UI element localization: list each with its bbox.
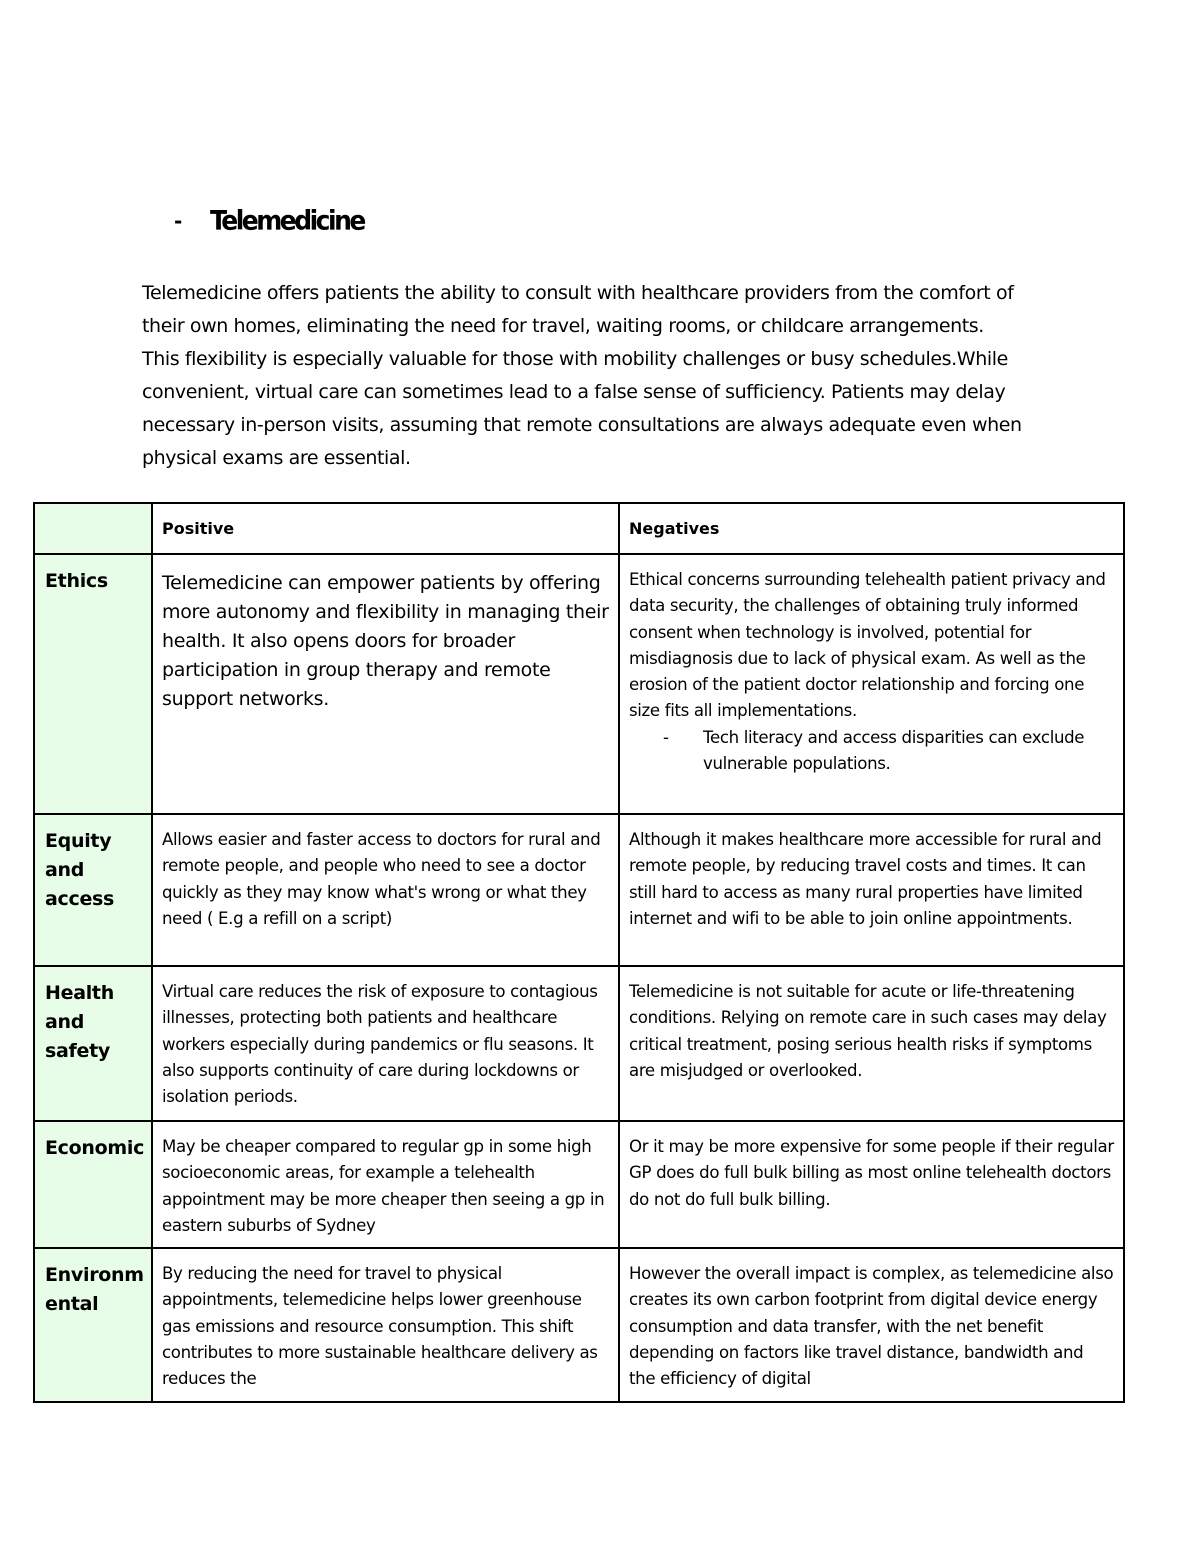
bullet-dash: - bbox=[663, 727, 669, 747]
header-negatives: Negatives bbox=[619, 503, 1124, 554]
comparison-table bbox=[33, 502, 1125, 1403]
positive-cell bbox=[152, 1248, 619, 1402]
intro-paragraph: Telemedicine offers patients the ability to consult with healthcare providers from the comfort of their own homes, eliminating the need for travel, waiting rooms, or childcare arrangements. This flexibility is especially valuable for those with mobility challenges or busy schedules.While convenient, virtual care can sometimes lead to a false sense of sufficiency. Patients may delay necessary in-person visits, assuming that remote consultations are always adequate even when physical exams are essential. bbox=[142, 282, 1022, 469]
row-label-ethics: Ethics bbox=[34, 554, 152, 814]
positive-text: By reducing the need for travel to physical appointments, telemedicine helps lower greenhouse gas emissions and resource consumption. This shift contributes to more sustainable healthcare delivery as reduces the bbox=[162, 1264, 598, 1389]
negative-text: Although it makes healthcare more accessible for rural and remote people, by reducing travel costs and times. It can still hard to access as many rural properties have limited internet and wifi to be able to join online appointments. bbox=[629, 830, 1102, 928]
negative-text: Telemedicine is not suitable for acute or life-threatening conditions. Relying on remote care in such cases may delay critical treatment, posing serious health risks if symptoms are misjudged or overlooked. bbox=[629, 982, 1107, 1080]
table-row bbox=[34, 814, 1124, 966]
row-label-equity: Equity and access bbox=[34, 814, 152, 966]
positive-text: May be cheaper compared to regular gp in some high socioeconomic areas, for example a telehealth appointment may be more cheaper then seeing a gp in eastern suburbs of Sydney bbox=[162, 1137, 605, 1235]
negative-cell bbox=[619, 966, 1124, 1121]
positive-cell bbox=[152, 554, 619, 814]
negative-text-block bbox=[620, 555, 1123, 785]
positive-text: Telemedicine can empower patients by offering more autonomy and flexibility in managing their health. It also opens doors for broader participation in group therapy and remote support networks. bbox=[162, 572, 609, 710]
table-header-row bbox=[34, 503, 1124, 554]
negative-text: Ethical concerns surrounding telehealth patient privacy and data security, the challenges of obtaining truly informed consent when technology is involved, potential for misdiagnosis due to lack of physical exam. As well as the erosion of the patient doctor relationship and forcing one size fits all implementations. bbox=[629, 570, 1106, 721]
negative-text: Or it may be more expensive for some people if their regular GP does do full bulk billing as most online telehealth doctors do not do full bulk billing. bbox=[629, 1137, 1114, 1209]
negative-text: However the overall impact is complex, as telemedicine also creates its own carbon footprint from digital device energy consumption and data transfer, with the net benefit depending on factors like travel distance, bandwidth and the efficiency of digital bbox=[629, 1264, 1114, 1389]
header-empty-cell bbox=[34, 503, 152, 554]
table-row bbox=[34, 554, 1124, 814]
header-positive: Positive bbox=[152, 503, 619, 554]
heading-bullet: - bbox=[174, 208, 183, 233]
positive-text: Virtual care reduces the risk of exposure to contagious illnesses, protecting both patients and healthcare workers especially during pandemics or flu seasons. It also supports continuity of care during lockdowns or isolation periods. bbox=[162, 982, 598, 1107]
positive-cell bbox=[152, 966, 619, 1121]
row-label-economic: Economic bbox=[34, 1121, 152, 1248]
table-row bbox=[34, 966, 1124, 1121]
negative-cell bbox=[619, 1121, 1124, 1248]
section-heading bbox=[174, 206, 364, 235]
bullet-text: Tech literacy and access disparities can exclude vulnerable populations. bbox=[703, 727, 1085, 774]
positive-cell bbox=[152, 1121, 619, 1248]
negative-cell bbox=[619, 814, 1124, 966]
row-label-environmental: Environm ental bbox=[34, 1248, 152, 1402]
negative-cell bbox=[619, 554, 1124, 814]
row-label-health: Health and safety bbox=[34, 966, 152, 1121]
table-row bbox=[34, 1121, 1124, 1248]
table-row bbox=[34, 1248, 1124, 1402]
positive-cell bbox=[152, 814, 619, 966]
negative-cell bbox=[619, 1248, 1124, 1402]
positive-text: Allows easier and faster access to doctors for rural and remote people, and people who need to see a doctor quickly as they may know what's wrong or what they need ( E.g a refill on a script) bbox=[162, 830, 601, 928]
heading-title: Telemedicine bbox=[210, 205, 364, 236]
negative-bullet-item bbox=[663, 725, 1114, 778]
